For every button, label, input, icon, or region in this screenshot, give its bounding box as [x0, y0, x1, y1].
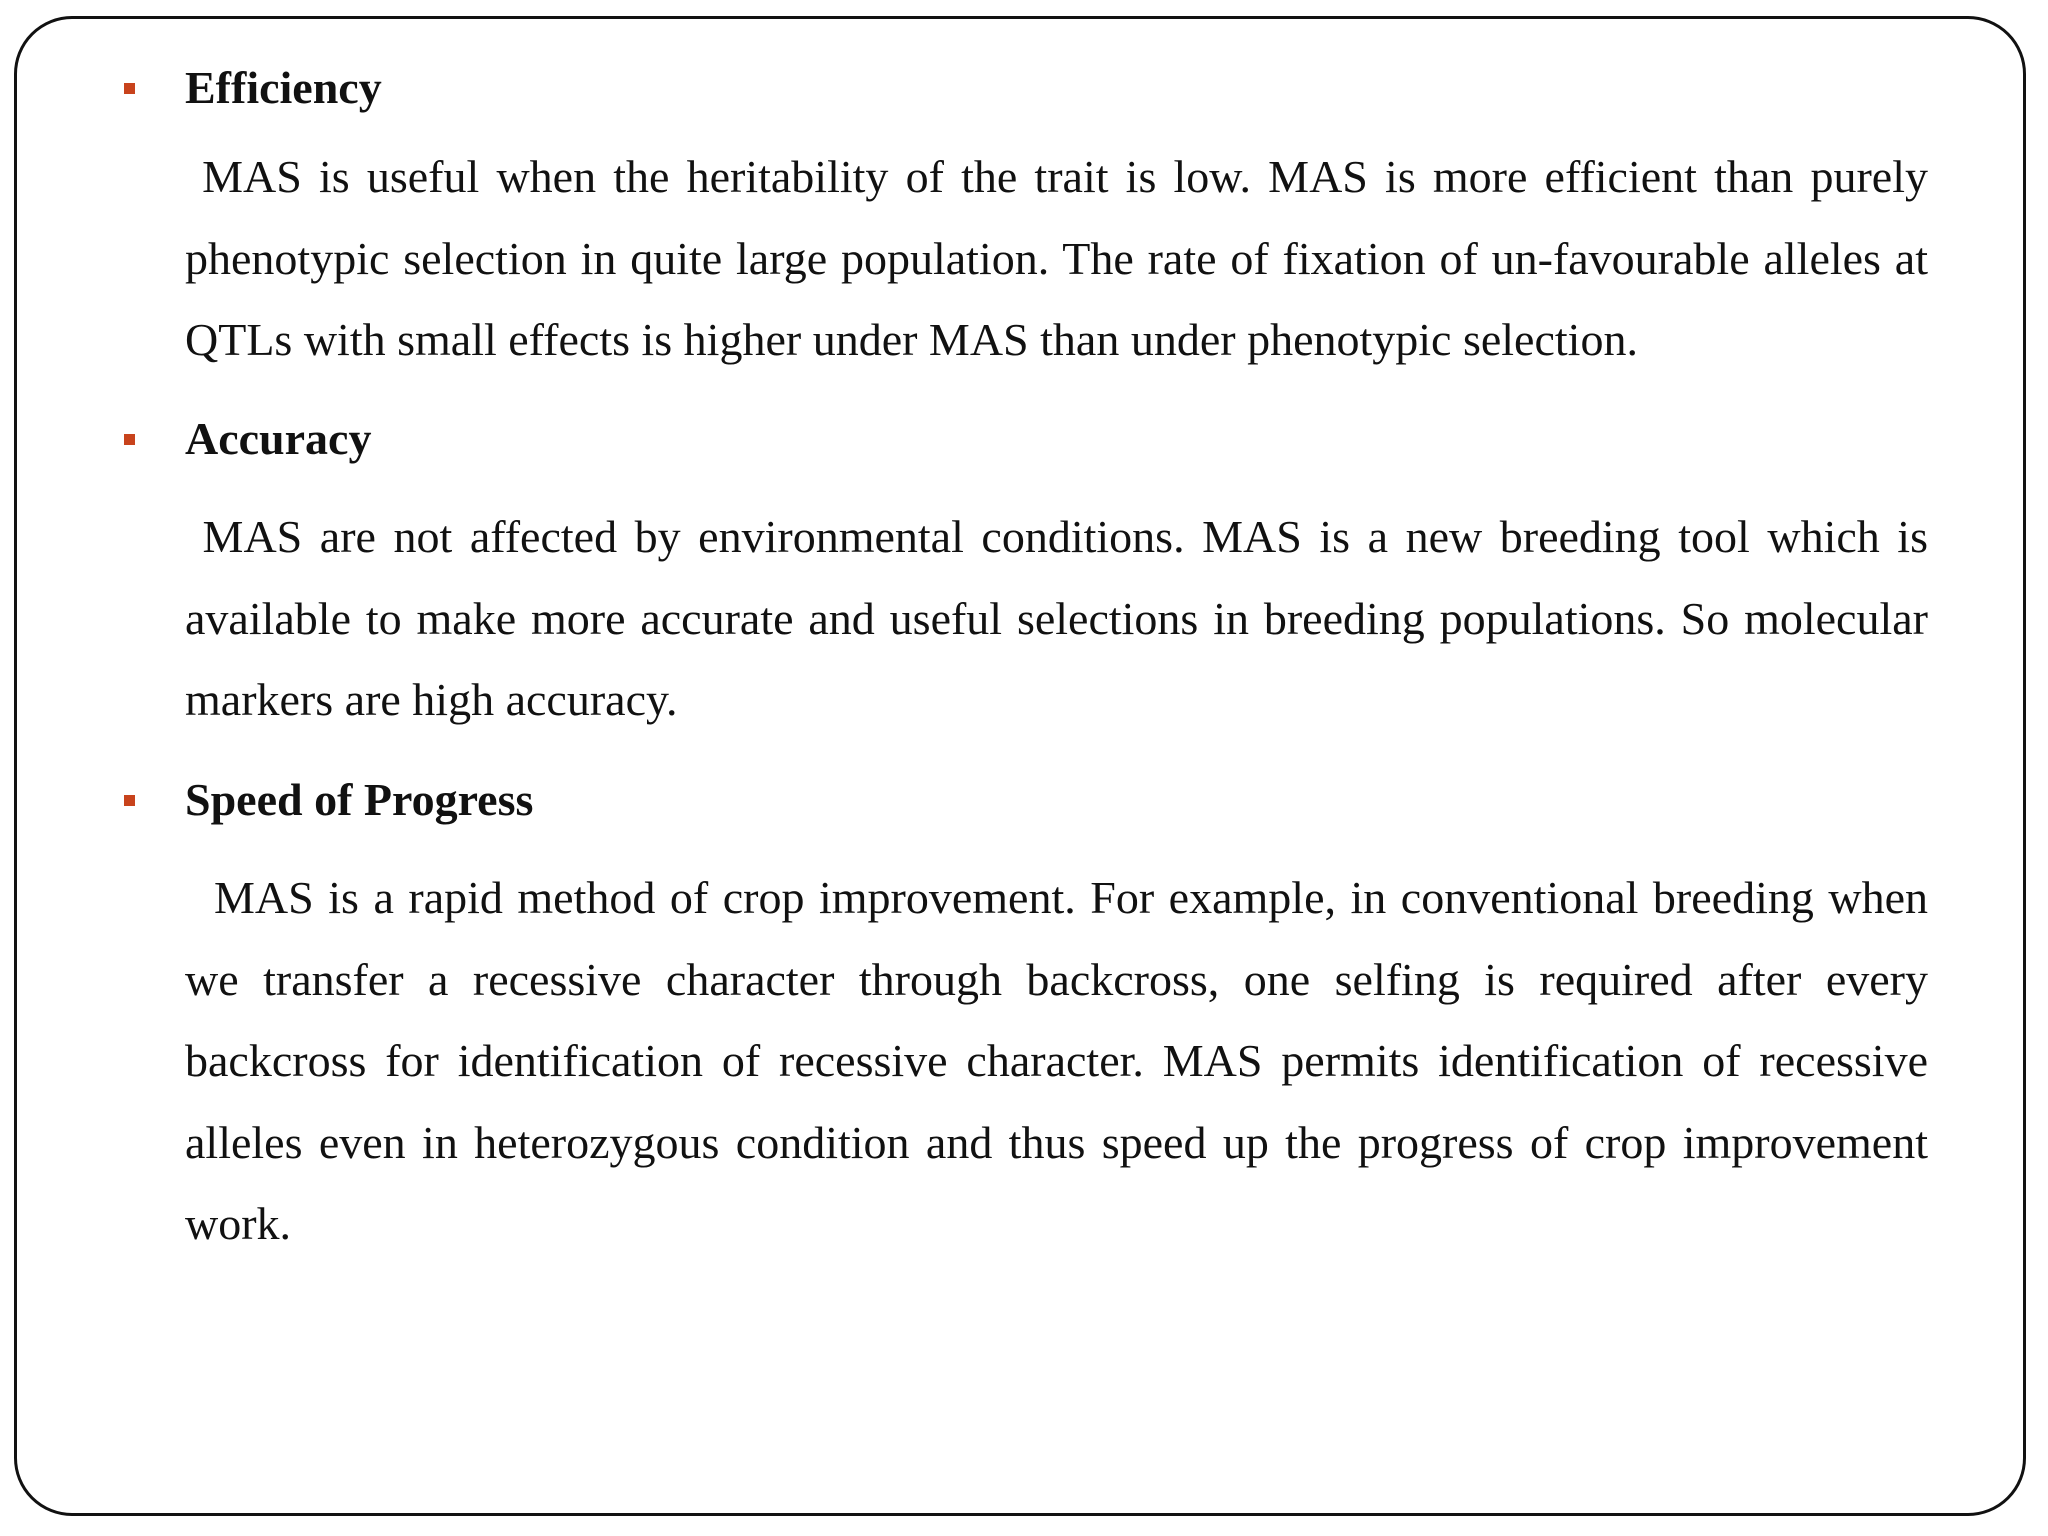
- paragraph-efficiency: MAS is useful when the heritability of the trait is low. MAS is more efficient than purely phenotypic selection in quite large population. The rate of fixation of un-favourable alleles at QTLs with small effects is higher under MAS than under phenotypic selection.: [185, 151, 1928, 365]
- heading-text: Speed of Progress: [185, 774, 534, 825]
- square-bullet-icon: [124, 434, 135, 445]
- paragraph-speed-of-progress: MAS is a rapid method of crop improvement. For example, in conventional breeding when we transfer a recessive character through backcross, one selfing is required after every backcross for identification of recessive character. MAS permits identification of recessive alleles even in heterozygous condition and thus speed up the progress of crop improvement work.: [185, 872, 1928, 1249]
- section-heading-accuracy: [124, 411, 371, 467]
- heading-text: Accuracy: [185, 413, 372, 464]
- paragraph-accuracy: MAS are not affected by environmental conditions. MAS is a new breeding tool which is available to make more accurate and useful selections in breeding populations. So molecular markers are high accuracy.: [185, 511, 1928, 725]
- heading-text: Efficiency: [185, 62, 382, 113]
- section-heading-speed-of-progress: [124, 772, 533, 828]
- square-bullet-icon: [124, 795, 135, 806]
- section-heading-efficiency: [124, 60, 382, 116]
- square-bullet-icon: [124, 83, 135, 94]
